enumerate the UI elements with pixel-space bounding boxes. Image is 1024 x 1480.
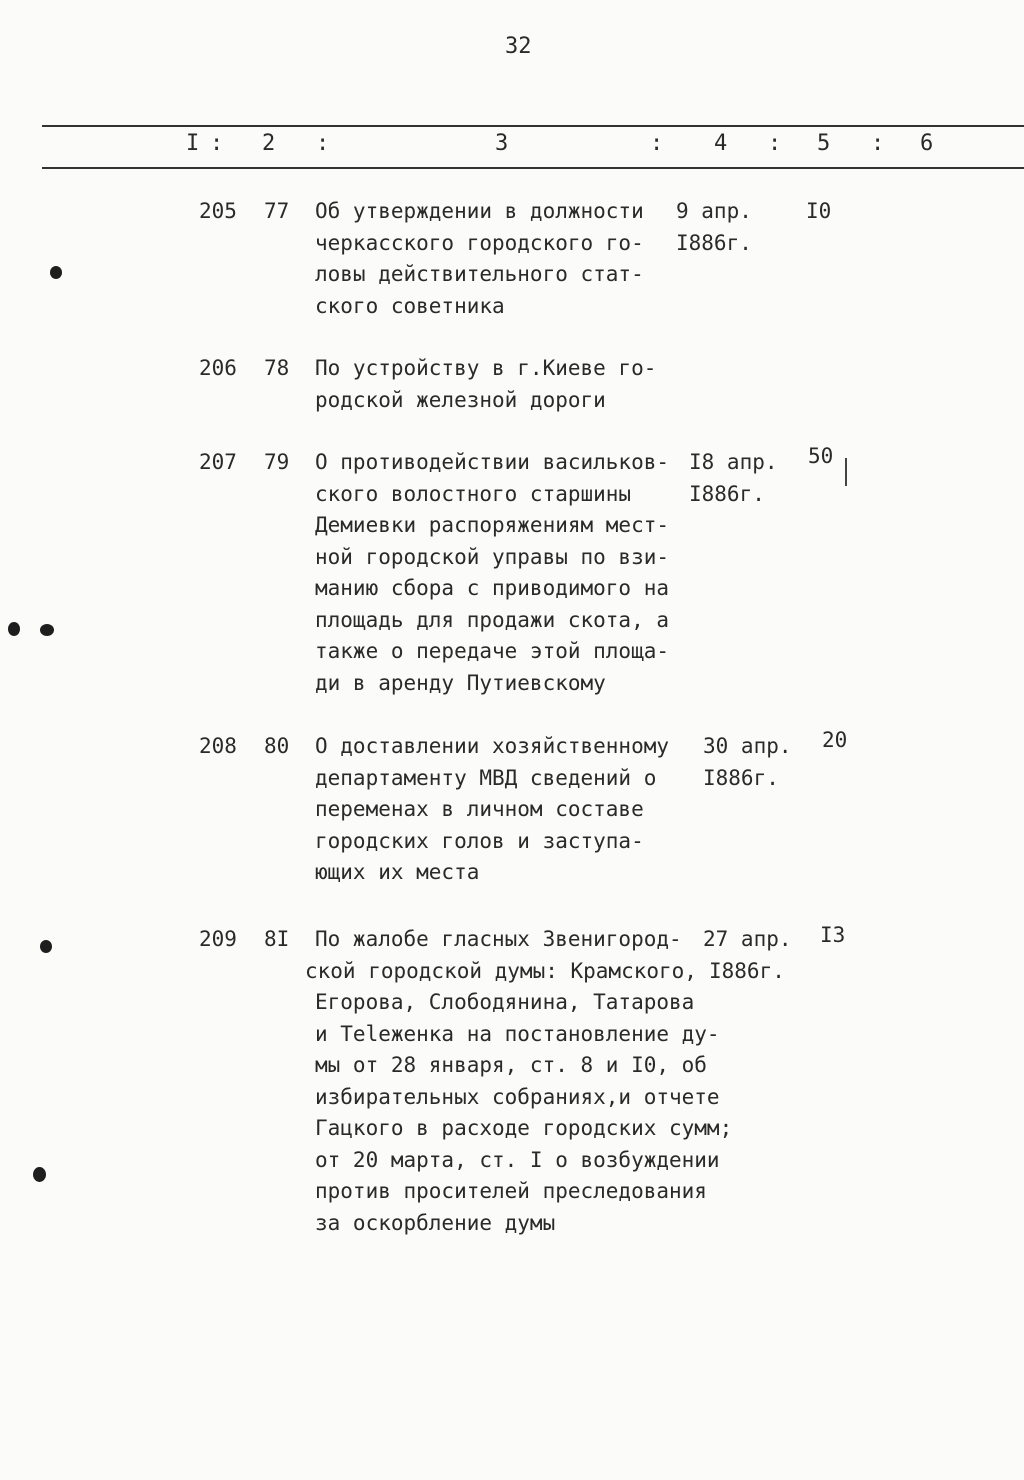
description-line: департаменту МВД сведений о <box>315 765 657 790</box>
description-line: городских голов и заступа- <box>315 828 644 853</box>
item-number: 79 <box>264 450 290 474</box>
record-number: 208 <box>199 734 237 758</box>
record-number: 207 <box>199 450 237 474</box>
item-number: 78 <box>264 356 290 380</box>
sheet-count: 50 <box>808 444 834 468</box>
date-line: I886г. <box>709 958 785 983</box>
record-date <box>676 196 752 259</box>
description-line: О противодействии васильков- <box>315 450 670 474</box>
table-top-rule <box>42 125 1024 127</box>
column-separator: : <box>210 131 224 156</box>
page-number: 32 <box>505 34 532 59</box>
sheet-count: 20 <box>822 728 848 752</box>
column-header-2: 2 <box>262 131 276 156</box>
pencil-tick-mark <box>845 458 847 486</box>
description-line: избирательных собраниях,и отчете <box>315 1084 720 1109</box>
description-line: ди в аренду Путиевскому <box>315 670 606 695</box>
column-separator: : <box>871 131 885 156</box>
punch-hole-mark <box>40 940 52 953</box>
description-line: ной городской управы по взи- <box>315 544 670 569</box>
item-number: 77 <box>264 199 290 223</box>
record-date <box>703 924 792 987</box>
description-line: Егорова, Слободянина, Татарова <box>315 990 695 1014</box>
date-line: I886г. <box>689 481 765 506</box>
description-line: черкасского городского го- <box>315 230 644 255</box>
punch-hole-mark <box>33 1167 46 1182</box>
column-header-5: 5 <box>817 131 831 156</box>
column-separator: : <box>316 131 330 156</box>
description-line: за оскорбление думы <box>315 1210 556 1235</box>
column-separator: : <box>768 131 782 156</box>
record-description <box>305 924 733 1239</box>
column-header-1: I <box>186 131 200 156</box>
record-description <box>315 196 644 322</box>
record-number: 206 <box>199 356 237 380</box>
description-line: площадь для продажи скота, а <box>315 607 670 632</box>
item-number: 8I <box>264 927 290 951</box>
column-header-6: 6 <box>920 131 934 156</box>
description-line: манию сбора с приводимого на <box>315 576 670 600</box>
description-line: переменах в личном составе <box>315 797 644 821</box>
description-line: Демиевки распоряжениям мест- <box>315 513 670 537</box>
date-line: 30 апр. <box>703 734 792 758</box>
item-number: 80 <box>264 734 290 758</box>
description-line: Гацкого в расходе городских сумм; <box>315 1116 733 1140</box>
record-date <box>703 731 792 794</box>
punch-hole-mark <box>8 622 20 636</box>
column-separator: : <box>650 131 664 156</box>
description-line: О доставлении хозяйственному <box>315 734 670 758</box>
description-line: мы от 28 января, ст. 8 и I0, об <box>315 1053 707 1077</box>
record-description <box>315 447 669 699</box>
date-line: I886г. <box>703 765 779 790</box>
date-line: 9 апр. <box>676 199 752 223</box>
date-line: 27 апр. <box>703 927 792 951</box>
sheet-count: I3 <box>820 923 846 947</box>
date-line: I886г. <box>676 230 752 255</box>
column-header-4: 4 <box>714 131 728 156</box>
description-line: против просителей преследования <box>315 1179 707 1203</box>
date-line: I8 апр. <box>689 450 778 474</box>
punch-hole-mark <box>50 266 62 279</box>
description-line: ловы действительного стат- <box>315 262 644 286</box>
record-description <box>315 731 669 889</box>
punch-hole-mark <box>40 624 54 636</box>
description-line: Об утверждении в должности <box>315 199 644 223</box>
description-line: По устройству в г.Киеве го- <box>315 356 657 380</box>
description-line: ского советника <box>315 293 505 318</box>
description-line: от 20 марта, ст. I о возбуждении <box>315 1147 720 1172</box>
sheet-count: I0 <box>806 199 832 223</box>
description-line: ской городской думы: Крамского, <box>305 958 697 983</box>
record-date <box>689 447 778 510</box>
record-description <box>315 353 656 416</box>
record-number: 209 <box>199 927 237 951</box>
column-header-3: 3 <box>495 131 509 156</box>
description-line: и Теleженка на постановление ду- <box>315 1021 720 1046</box>
description-line: По жалобе гласных Звенигород- <box>315 927 682 951</box>
description-line: ющих их места <box>315 860 480 884</box>
table-header-rule <box>42 167 1024 169</box>
description-line: родской железной дороги <box>315 387 606 412</box>
description-line: ского волостного старшины <box>315 481 632 506</box>
description-line: также о передаче этой площа- <box>315 639 670 663</box>
record-number: 205 <box>199 199 237 223</box>
